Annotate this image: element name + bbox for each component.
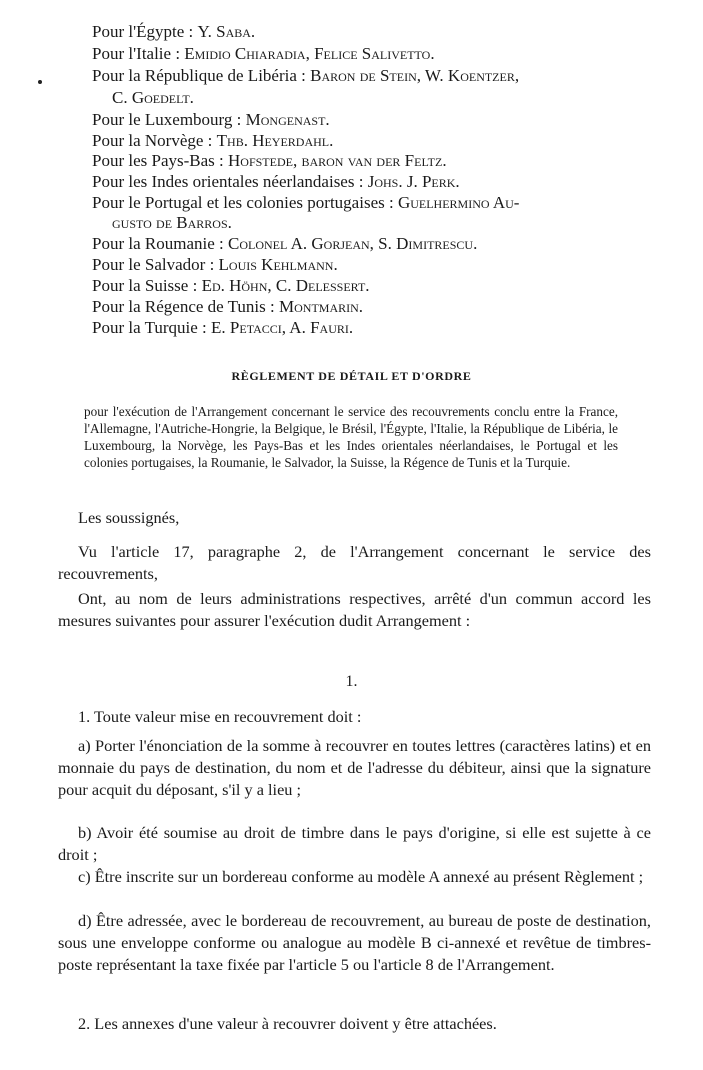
signatory-line: [92, 151, 447, 171]
signatory-country: Pour les Indes orientales néerlandaises :: [92, 172, 364, 191]
signatory-names: Louis Kehlmann.: [218, 255, 338, 274]
signatory-country: Pour la Roumanie :: [92, 234, 224, 253]
section-number: 1.: [345, 673, 358, 690]
signatory-country: Pour les Pays-Bas :: [92, 151, 224, 170]
preamble-vu: Vu l'article 17, paragraphe 2, de l'Arrangement concernant le service des recouvrements,: [58, 542, 651, 583]
signatory-names: Baron de Stein, W. Koentzer,: [310, 66, 520, 85]
signatory-line: [92, 318, 353, 338]
regulation-title: RÈGLEMENT DE DÉTAIL ET D'ORDRE: [231, 369, 472, 383]
signatory-names: Ed. Höhn, C. Delessert.: [201, 276, 370, 295]
signatory-country: Pour le Luxembourg :: [92, 110, 242, 129]
preamble-ont: Ont, au nom de leurs administrations respectives, arrêté d'un commun accord les mesures suivantes pour assurer l'exécution dudit Arrangement :: [58, 589, 651, 630]
clause-a: a) Porter l'énonciation de la somme à recouvrer en toutes lettres (caractères latins) et en monnaie du pays de destination, du nom et de l'adresse du débiteur, ainsi que la signature pour acquit du déposant, s'il y a lieu ;: [58, 736, 651, 799]
signatory-names: Montmarin.: [279, 297, 364, 316]
signatory-names: Thb. Heyerdahl.: [216, 131, 334, 150]
signatory-country: Pour le Salvador :: [92, 255, 215, 274]
signatory-line: [112, 88, 194, 108]
signatory-country: Pour la Suisse :: [92, 276, 198, 295]
preamble-soussignes: Les soussignés,: [78, 508, 180, 527]
signatory-line: [92, 193, 519, 213]
signatory-line: [92, 276, 370, 296]
signatory-country: Pour l'Égypte :: [92, 22, 194, 41]
signatory-line: [92, 110, 330, 130]
signatory-names: gusto de Barros.: [112, 213, 232, 232]
signatory-country: Pour le Portugal et les colonies portugaises :: [92, 193, 394, 212]
signatory-line: [92, 22, 255, 42]
ink-speck: [38, 80, 42, 84]
signatory-names: Y. Saba.: [197, 22, 256, 41]
regulation-subtitle: pour l'exécution de l'Arrangement concernant le service des recouvrements conclu entre la France, l'Allemagne, l'Autriche-Hongrie, la Belgique, le Brésil, l'Égypte, l'Italie, la République de Libéria, le Luxembourg, la Norvège, les Pays-Bas et les Indes orientales néerlandaises, le Portugal et les colonies portugaises, la Roumanie, le Salvador, la Suisse, la Régence de Tunis et la Turquie.: [84, 404, 618, 470]
signatory-names: Emidio Chiaradia, Felice Salivetto.: [184, 44, 435, 63]
clause-c: c) Être inscrite sur un bordereau conforme au modèle A annexé au présent Règlement ;: [78, 867, 644, 886]
signatory-country: Pour l'Italie :: [92, 44, 181, 63]
signatory-names: Colonel A. Gorjean, S. Dimitrescu.: [227, 234, 478, 253]
signatory-names: Guelhermino Au-: [397, 193, 520, 212]
signatory-names: Hofstede, baron van der Feltz.: [228, 151, 447, 170]
signatory-names: C. Goedelt.: [112, 88, 194, 107]
signatory-line: [92, 297, 363, 317]
article-2: 2. Les annexes d'une valeur à recouvrer doivent y être attachées.: [78, 1014, 497, 1033]
signatory-country: Pour la Turquie :: [92, 318, 207, 337]
signatory-line: [92, 255, 338, 275]
signatory-country: Pour la Régence de Tunis :: [92, 297, 275, 316]
signatory-names: Johs. J. Perk.: [367, 172, 460, 191]
signatory-line: [92, 44, 435, 64]
signatory-names: Mongenast.: [245, 110, 330, 129]
signatory-country: Pour la Norvège :: [92, 131, 213, 150]
signatory-line: [92, 66, 519, 86]
signatory-country: Pour la République de Libéria :: [92, 66, 306, 85]
signatory-line: [112, 213, 232, 233]
article-1: 1. Toute valeur mise en recouvrement doit :: [78, 707, 362, 726]
clause-d: d) Être adressée, avec le bordereau de recouvrement, au bureau de poste de destination, sous une enveloppe conforme ou analogue au modèle B ci-annexé et revêtue de timbres-poste représentant la taxe fixée par l'article 5 ou l'article 8 de l'Arrangement.: [58, 911, 651, 974]
clause-b: b) Avoir été soumise au droit de timbre dans le pays d'origine, si elle est sujette à ce droit ;: [58, 823, 651, 864]
signatory-names: E. Petacci, A. Fauri.: [211, 318, 354, 337]
signatory-line: [92, 234, 477, 254]
signatory-line: [92, 172, 460, 192]
signatory-line: [92, 131, 333, 151]
